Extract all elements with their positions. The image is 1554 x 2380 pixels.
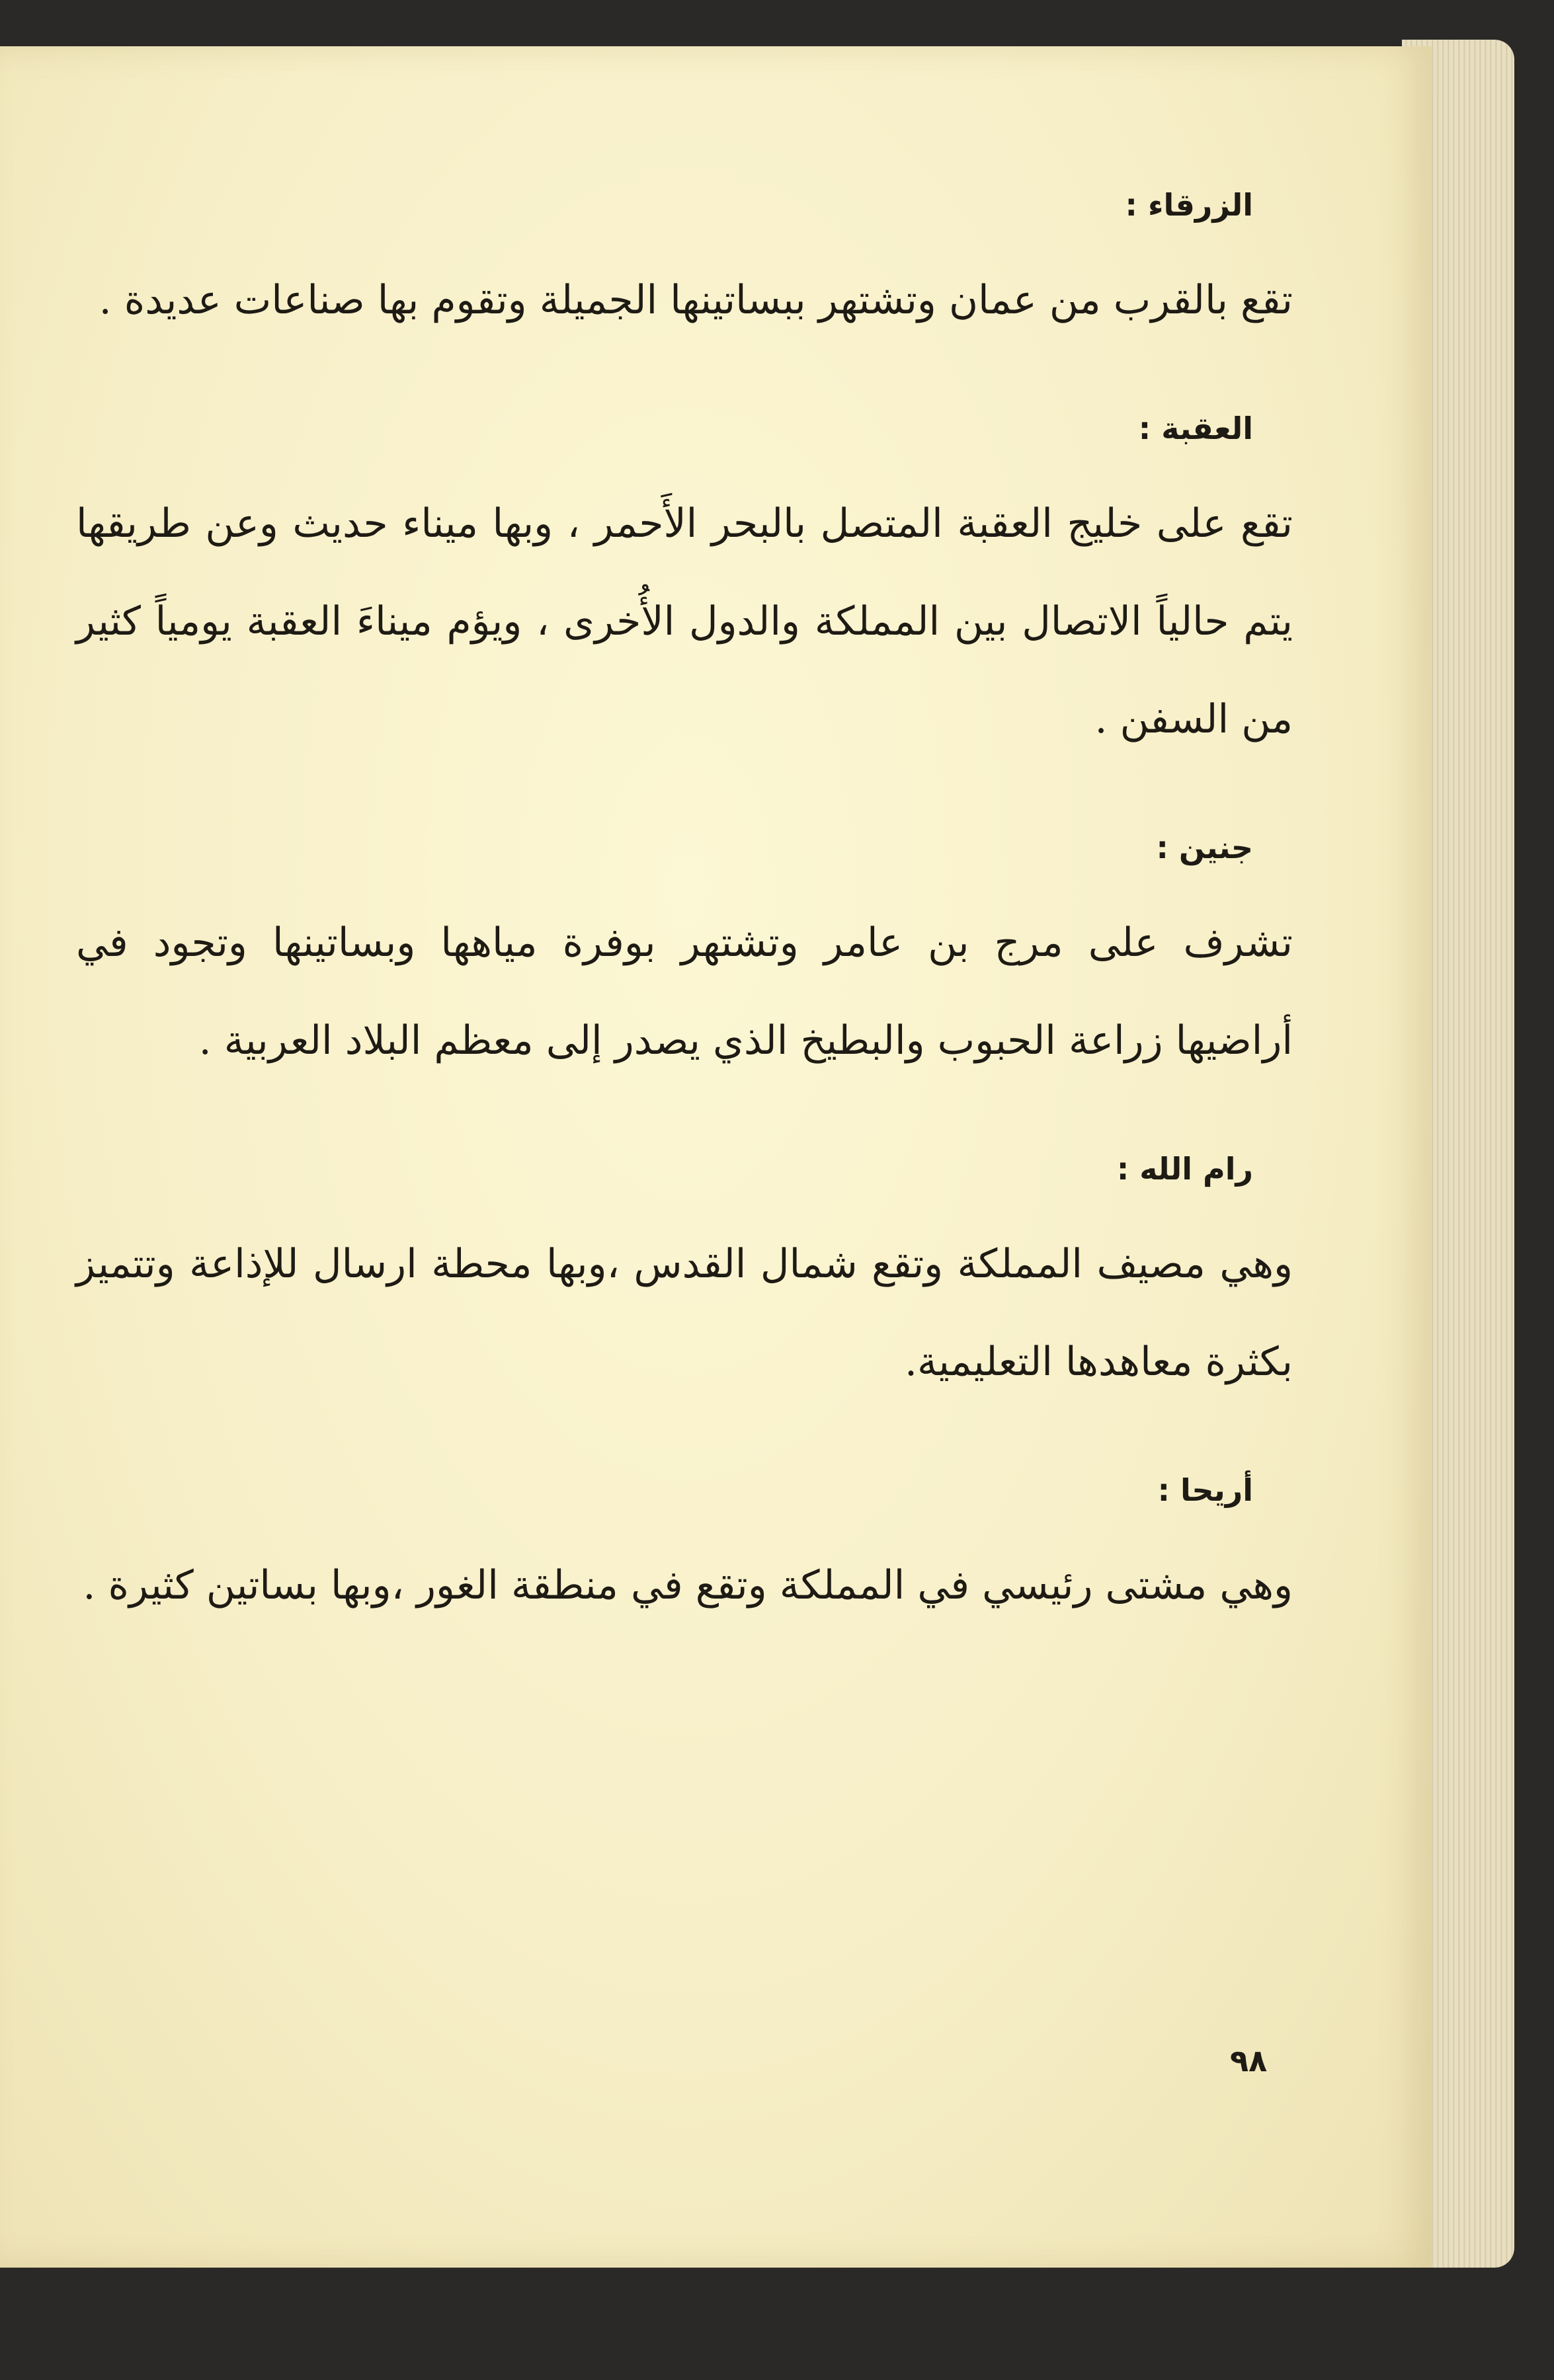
entry-heading: الزرقاء :: [1125, 187, 1253, 223]
entry-text: تقع بالقرب من عمان وتشتهر ببساتينها الجميلة وتقوم بها صناعات عديدة .: [99, 277, 1293, 323]
entry-heading: أريحا :: [1157, 1472, 1253, 1508]
entry-jericho: [76, 1457, 1293, 1634]
entry-zarqa: [76, 172, 1293, 349]
entry-heading: جنين :: [1156, 830, 1253, 865]
entry-text: وهي مشتى رئيسي في المملكة وتقع في منطقة الغور ،وبها بساتين كثيرة .: [83, 1562, 1293, 1608]
book-page: [0, 46, 1432, 2268]
entry-text: تشرف على مرج بن عامر وتشتهر بوفرة مياهها وبساتينها وتجود في أراضيها زراعة الحبوب والبطيخ الذي يصدر إلى معظم البلاد العربية .: [76, 920, 1293, 1064]
entry-text: تقع على خليج العقبة المتصل بالبحر الأَحمر ، وبها ميناء حديث وعن طريقها يتم حالياً الاتصال بين المملكة والدول الأُخرى ، ويؤم ميناءَ العقبة يومياً كثير من السفن .: [76, 500, 1293, 742]
entry-ramallah: [76, 1136, 1293, 1411]
entry-heading: العقبة :: [1138, 411, 1253, 446]
entry-heading: رام الله :: [1116, 1151, 1253, 1187]
page-content: [76, 172, 1293, 1681]
entry-text: وهي مصيف المملكة وتقع شمال القدس ،وبها محطة ارسال للإذاعة وتتميز بكثرة معاهدها التعليمية.: [76, 1241, 1293, 1385]
page-number: ٩٨: [1230, 2043, 1268, 2079]
entry-aqaba: [76, 395, 1293, 768]
entry-jenin: [76, 814, 1293, 1090]
